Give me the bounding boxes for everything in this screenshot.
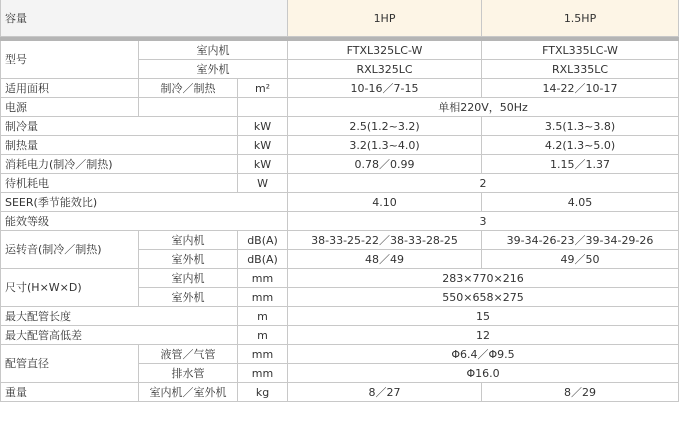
table-row: [1, 117, 679, 136]
cooling-label: 制冷量: [1, 117, 238, 136]
model-outdoor-1hp: RXL325LC: [288, 60, 482, 79]
weight-unit: kg: [238, 383, 288, 402]
model-indoor-1hp: FTXL325LC-W: [288, 41, 482, 60]
column-15hp: 1.5HP: [482, 0, 679, 37]
area-label: 适用面积: [1, 79, 139, 98]
noise-indoor-1hp: 38-33-25-22／38-33-28-25: [288, 231, 482, 250]
weight-sub: 室内机／室外机: [139, 383, 238, 402]
noise-indoor-15hp: 39-34-26-23／39-34-29-26: [482, 231, 679, 250]
model-outdoor-sub: 室外机: [139, 60, 288, 79]
consumption-1hp: 0.78／0.99: [288, 155, 482, 174]
pipe-drain-value: Φ16.0: [288, 364, 679, 383]
dimensions-outdoor-sub: 室外机: [139, 288, 238, 307]
pipe-drain-sub: 排水管: [139, 364, 238, 383]
standby-label: 待机耗电: [1, 174, 238, 193]
area-1hp: 10-16／7-15: [288, 79, 482, 98]
table-row: [1, 193, 679, 212]
model-indoor-15hp: FTXL335LC-W: [482, 41, 679, 60]
pipe-liquid-gas-value: Φ6.4／Φ9.5: [288, 345, 679, 364]
weight-label: 重量: [1, 383, 139, 402]
table-row: [1, 269, 679, 288]
max-height-diff-value: 12: [288, 326, 679, 345]
weight-15hp: 8／29: [482, 383, 679, 402]
table-row: [1, 79, 679, 98]
table-row: [1, 174, 679, 193]
standby-unit: W: [238, 174, 288, 193]
power-label: 电源: [1, 98, 139, 117]
table-row: [1, 231, 679, 250]
cooling-15hp: 3.5(1.3~3.8): [482, 117, 679, 136]
dimensions-indoor-sub: 室内机: [139, 269, 238, 288]
noise-outdoor-15hp: 49／50: [482, 250, 679, 269]
cooling-1hp: 2.5(1.2~3.2): [288, 117, 482, 136]
noise-indoor-unit: dB(A): [238, 231, 288, 250]
model-label: 型号: [1, 41, 139, 79]
dimensions-outdoor-value: 550×658×275: [288, 288, 679, 307]
model-outdoor-15hp: RXL335LC: [482, 60, 679, 79]
table-row: [1, 212, 679, 231]
max-pipe-length-value: 15: [288, 307, 679, 326]
noise-outdoor-unit: dB(A): [238, 250, 288, 269]
dimensions-label: 尺寸(H×W×D): [1, 269, 139, 307]
heating-1hp: 3.2(1.3~4.0): [288, 136, 482, 155]
table-row: [1, 326, 679, 345]
cooling-unit: kW: [238, 117, 288, 136]
heating-unit: kW: [238, 136, 288, 155]
area-15hp: 14-22／10-17: [482, 79, 679, 98]
pipe-diameter-label: 配管直径: [1, 345, 139, 383]
column-1hp: 1HP: [288, 0, 482, 37]
model-indoor-sub: 室内机: [139, 41, 288, 60]
efficiency-value: 3: [288, 212, 679, 231]
seer-1hp: 4.10: [288, 193, 482, 212]
max-pipe-length-label: 最大配管长度: [1, 307, 238, 326]
efficiency-label: 能效等级: [1, 212, 288, 231]
consumption-15hp: 1.15／1.37: [482, 155, 679, 174]
heating-label: 制热量: [1, 136, 238, 155]
area-sub: 制冷／制热: [139, 79, 238, 98]
max-height-diff-label: 最大配管高低差: [1, 326, 238, 345]
consumption-label: 消耗电力(制冷／制热): [1, 155, 238, 174]
table-row: [1, 383, 679, 402]
pipe-liquid-gas-unit: mm: [238, 345, 288, 364]
noise-outdoor-sub: 室外机: [139, 250, 238, 269]
dimensions-outdoor-unit: mm: [238, 288, 288, 307]
pipe-liquid-gas-sub: 液管／气管: [139, 345, 238, 364]
power-value: 单相220V，50Hz: [288, 98, 679, 117]
consumption-unit: kW: [238, 155, 288, 174]
table-row: [1, 136, 679, 155]
pipe-drain-unit: mm: [238, 364, 288, 383]
max-pipe-length-unit: m: [238, 307, 288, 326]
header-row: [1, 0, 679, 37]
table-row: [1, 307, 679, 326]
seer-label: SEER(季节能效比): [1, 193, 288, 212]
capacity-label: 容量: [1, 0, 288, 37]
area-unit: m²: [238, 79, 288, 98]
table-row: [1, 98, 679, 117]
heating-15hp: 4.2(1.3~5.0): [482, 136, 679, 155]
dimensions-indoor-unit: mm: [238, 269, 288, 288]
noise-indoor-sub: 室内机: [139, 231, 238, 250]
standby-value: 2: [288, 174, 679, 193]
dimensions-indoor-value: 283×770×216: [288, 269, 679, 288]
table-row: [1, 345, 679, 364]
weight-1hp: 8／27: [288, 383, 482, 402]
table-row: [1, 41, 679, 60]
seer-15hp: 4.05: [482, 193, 679, 212]
max-height-diff-unit: m: [238, 326, 288, 345]
noise-outdoor-1hp: 48／49: [288, 250, 482, 269]
table-row: [1, 155, 679, 174]
noise-label: 运转音(制冷／制热): [1, 231, 139, 269]
